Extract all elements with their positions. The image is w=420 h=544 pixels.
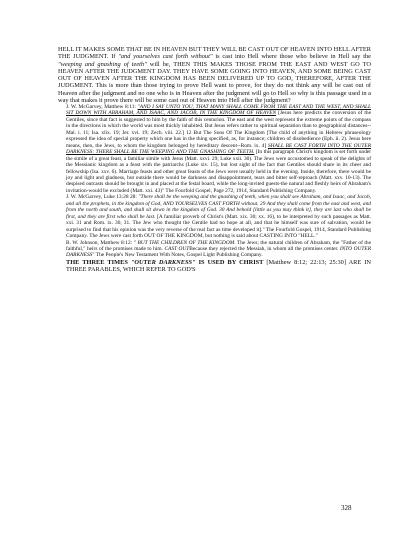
paragraph-text: [Matthew 8:12; 22:13; 25:30] ARE IN THREE PARABLES, WHICH REFER TO GOD'S [66,258,371,274]
block-quote-mcgarvey-luke [58,194,371,239]
quote-text: [In this paragraph Christ's kingdom is set forth under the simile of a great feast, a familiar simile with Jesus (Matt. xxvi. 29; Luke xxii. 30). The Jews were accustomed to speak of the delights of the Messianic kingdom as a feast with the patriarchs (Luke xiv. 15), but lost sight of the fact that Gentiles should share in its cheer and fellowship (Isa. xxv. 6). Marriage feasts and other great feasts of the Jews were usually held in the evening. Inside, therefore, there would be joy and light and gladness, but outside there would be darkness and disappointment, tears and bitter self-reproach (Matt. xxv. 10-13). The despised outcasts should be brought in and placed at the festal board, while the long-invited guests-the natural and fleshly heirs of Abraham's invitation-would be excluded (Matt. xxi. 43)" The Fourfold Gospel, Page 272, 1914, Standard Publishing Company. [66,149,371,194]
scripture-quote: INTO OUTER DARKNESS [66,245,371,259]
scripture-quote: "There shall be the weeping and the gnashing of teeth, when you shall see Abraham, and Isaac, and Jacob, and all the prophets, in the kingdom of God, AND YOURSELVES CAST FORTH without. 29 And they shall come from the east and west, and from the north and south, and shall sit down in the kingdom of God. 30 And behold [little as you may think it], they are last who shall be first, and they are first who shall be last. [66,194,371,220]
quote-source: B. W. Johnson, Matthew 8:12: [66,239,134,246]
paragraph-text: will be, THEN THIS MAKES THOSE FROM THE EAST AND WEST GO TO HEAVEN AFTER THE JUDGMENT DAY. THEY HAVE SOME GOING INTO HEAVEN, AND SOME BEING CAST OUT OF HEAVEN AFTER THE KINGDOM HAS BEEN DELIVERED UP TO GOD, THEREFORE, AFTER THE JUDGMENT. This is more than those trying to prove Hell want to prove, for they do not think any will be cast out of Heaven after the judgment and no one who is in Heaven after the judgment will go to Hell so why is this passage used in a way that makes it prove there will be some cast out of Heaven into Hell after the judgment? [58,60,372,104]
paragraph-text: HELL IT MAKES SOME THAT BE IN HEAVEN BUT THEY WILL BE CAST OUT OF HEAVEN INTO HELL AFTER THE JUDGMENT. If [58,46,371,61]
body-paragraph [58,46,371,104]
quote-text: [A familiar proverb of Christ's (Matt. xix. 30; xx. 16), to be interpreted by such passages as Matt. xxi. 31 and Rom. ix. 30, 31. The Jew who thought the Gentile had no hope at all, and that he himself was sure of salvation, would be surprised to find that his opinion was the very reverse of the real fact as time developed it]." The Fourfold Gospel, 1914, Standard Publishing Company. The Jews were cast forth OUT OF THE KINGDOM, but nothing is said about CASTING INTO "HELL." [66,213,371,240]
bold-italic-phrase: "OUTER DARKNESS" [130,258,196,266]
closing-paragraph [58,259,371,274]
quote-source: J. W. McGarvey, Matthew 8:11: [66,104,138,110]
scripture-quote: SHALL BE CAST FORTH INTO THE OUTER DARKNESS: THERE SHALL BE THE WEEPING AND THE GNASHING OF TEETH. [66,142,371,156]
page-content [58,46,371,273]
scripture-quote: CAST OUT [164,245,190,252]
quote-text: The Jews; the natural children of Abraham, the "Father of the faithful," heirs of the promises made to him. [66,239,371,252]
block-quote-mcgarvey-matthew [58,104,371,194]
scripture-quote: "AND I SAY UNTO YOU, THAT MANY SHALL COME FROM THE EAST AND THE WEST, AND SHALL SIT DOWN WITH ABRAHAM, AND ISAAC, AND JACOB, IN THE KINGDOM OF HEAVEN [66,104,371,117]
quote-text: [The child of anything in Hebrew phraseology expressed the idea of special property which one has in the thing specified, as, for instance; children of disobedience (Eph. ii. 2). Jesus here means, then, the Jews, to whom the kingdom belonged by hereditary descent--Rom. ix. 4] [66,129,371,149]
block-quote-johnson-matthew [58,240,371,259]
quote-source: J. W. McGarvey, Luke 13:28 28: [66,194,139,201]
paragraph-text: is cast into Hell where those who believe in Hell say the [212,53,371,61]
scripture-quote: " BUT THE CHILDREN OF THE KINGDOM. [133,239,236,246]
italic-quote: "weeping and gnashing of teeth" [58,60,147,68]
page-number: 328 [341,504,352,512]
italic-quote: "and yourselves cast forth without" [118,53,213,61]
bold-heading-text: IS USED BY CHRIST [195,258,264,266]
quote-text: Because they rejected the Messiah, in whom all the promises center. [189,245,340,252]
quote-text: " The People's New Testament With Notes, Gospel Light Publishing Company. [92,252,263,259]
quote-text: [Jesus here predicts the conversion of the Gentiles, since that fact is suggested to him by the faith of this centurion. The east and the west represent the extreme points of the compass in the directions in which the world was most thickly inhabited. But Jesus refers rather to spiritual separation than to geographical distances--Mal. i. 11; Isa. xlix. 19; Jer. xvi. 19; Zech. viii. 22.] 12 But The Sons Of The Kingdom [66,110,372,136]
bold-heading-text: THE THREE TIMES [66,258,131,266]
